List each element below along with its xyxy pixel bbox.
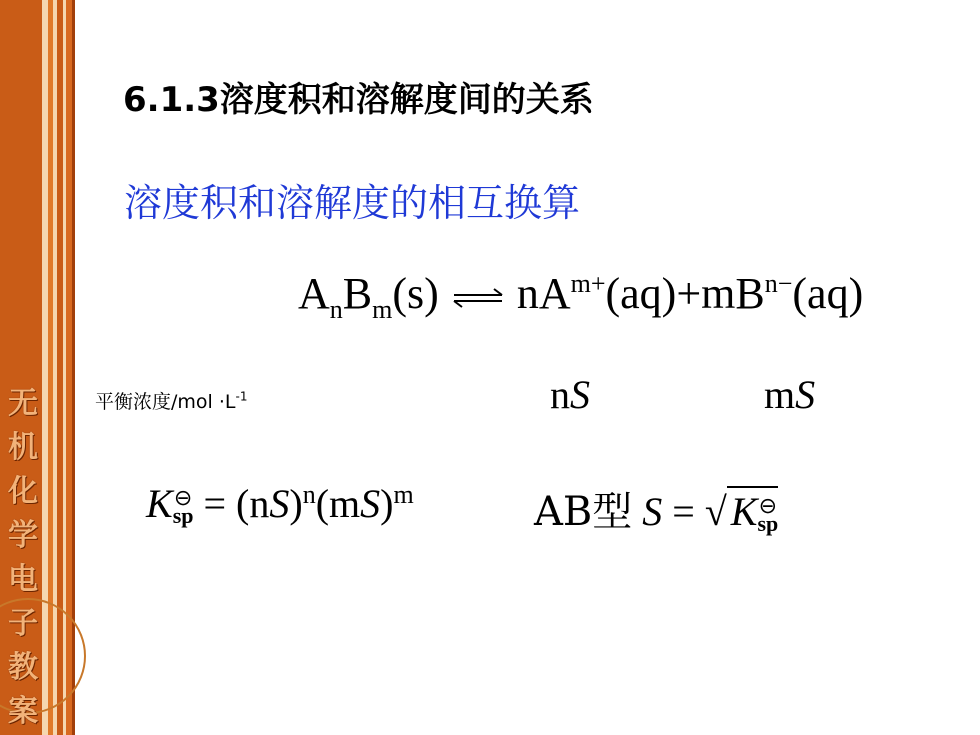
- anion-term: mB: [701, 269, 765, 318]
- standard-state-icon: ⊖: [758, 493, 778, 518]
- solubility-variable: S: [642, 489, 663, 534]
- sidebar-char: 电: [8, 562, 38, 597]
- plus-sign: +: [676, 269, 702, 318]
- sidebar-char: 化: [8, 474, 38, 509]
- solubility-variable: S: [570, 372, 590, 417]
- exponent-m: m: [393, 480, 414, 509]
- sidebar-char: 教: [8, 650, 38, 685]
- decorative-sidebar: [0, 0, 78, 735]
- sqrt-radicand: [727, 486, 778, 535]
- slide-title: 6.1.3溶度积和溶解度间的关系: [123, 80, 594, 120]
- sidebar-char: 机: [8, 430, 38, 465]
- sidebar-char: 子: [8, 606, 38, 641]
- cation-charge: m+: [570, 269, 606, 298]
- slide-subtitle: 溶度积和溶解度的相互换算: [124, 181, 581, 225]
- coefficient: m: [764, 372, 796, 417]
- ksp-formula: [146, 480, 414, 527]
- ksp-symbol: K: [730, 489, 758, 534]
- subscript-n: n: [329, 295, 343, 324]
- standard-state-icon: ⊖: [173, 485, 193, 510]
- sidebar-char: 案: [8, 694, 38, 729]
- subscript-m: m: [372, 295, 393, 324]
- paren-close: ): [380, 481, 394, 526]
- solubility-variable: S: [269, 481, 290, 526]
- species-a: A: [298, 269, 330, 318]
- ksp-subscript: sp: [172, 503, 194, 528]
- sidebar-vertical-title: [2, 382, 44, 734]
- ksp-symbol: K: [146, 481, 173, 526]
- species-b: B: [342, 269, 373, 318]
- ab-type-label: AB型: [534, 489, 633, 535]
- ksp-sub-super: [757, 493, 779, 536]
- ksp-rhs-open: = (n: [203, 481, 270, 526]
- ab-type-formula: [534, 480, 778, 537]
- cation-concentration: [550, 371, 590, 418]
- coefficient: n: [550, 372, 570, 417]
- exponent-n: n: [302, 480, 316, 509]
- dissolution-equilibrium-equation: [298, 268, 863, 325]
- aqueous-state: (aq): [792, 269, 864, 318]
- aqueous-state: (aq): [605, 269, 677, 318]
- label-text: 平衡浓度/mol ·L: [95, 391, 236, 413]
- unit-exponent: -1: [235, 389, 248, 404]
- equilibrium-arrow-icon: [452, 286, 504, 310]
- equilibrium-concentration-label: [95, 387, 247, 414]
- sidebar-char: 无: [8, 386, 38, 421]
- ksp-rhs-open: (m: [315, 481, 361, 526]
- equals-sign: =: [672, 489, 695, 534]
- anion-concentration: [764, 371, 815, 418]
- ksp-sub-super: [172, 485, 194, 528]
- cation-term: nA: [516, 269, 571, 318]
- sidebar-char: 学: [8, 518, 38, 553]
- anion-charge: n−: [764, 269, 793, 298]
- solid-state: (s): [392, 269, 439, 318]
- solubility-variable: S: [795, 372, 816, 417]
- sqrt-icon: √: [704, 489, 727, 534]
- paren-close: ): [289, 481, 303, 526]
- solubility-variable: S: [360, 481, 381, 526]
- ksp-subscript: sp: [757, 511, 779, 536]
